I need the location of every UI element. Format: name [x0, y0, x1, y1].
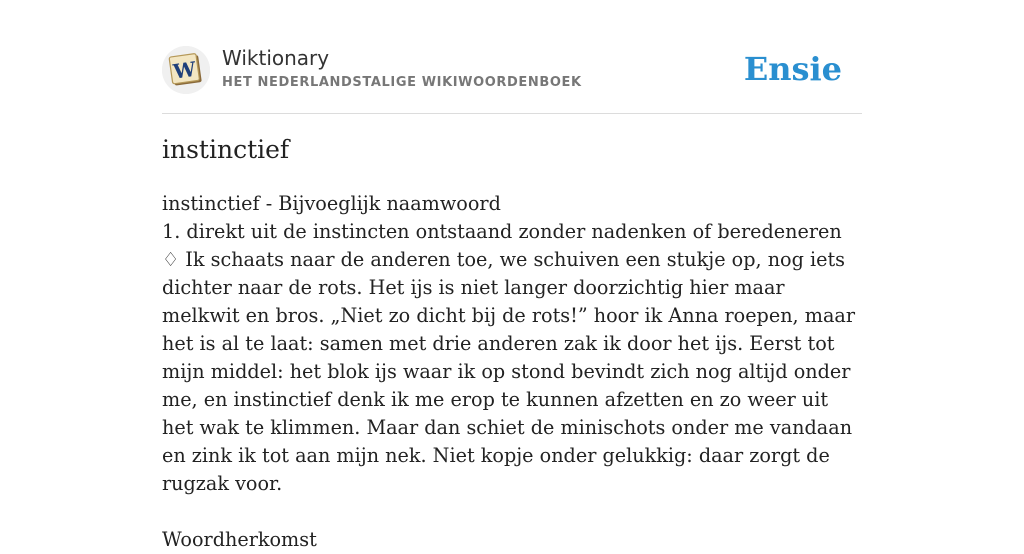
wiktionary-logo-graphic	[162, 46, 210, 94]
page-container	[162, 0, 862, 551]
page-title: instinctief	[162, 135, 290, 164]
entry-content	[162, 190, 862, 554]
site-title[interactable]: Wiktionary	[222, 46, 330, 70]
example-sentence: ♢ Ik schaats naar de anderen toe, we schuiven een stukje op, nog iets dichter naar de rots. Het ijs is niet langer doorzichtig hier maar melkwit en bros. „Niet zo dicht bij de rots!” hoor ik Anna roepen, maar het is al te laat: samen met drie anderen zak ik door het ijs. Eerst tot mijn middel: het blok ijs waar ik op stond bevindt zich nog altijd onder me, en instinctief denk ik me erop te kunnen afzetten en zo weer uit het wak te klimmen. Maar dan schiet de minischots onder me vandaan en zink ik tot aan mijn nek. Niet kopje onder gelukkig: daar zorgt de rugzak voor.	[162, 248, 855, 495]
wiktionary-logo-icon[interactable]	[162, 46, 210, 94]
ensie-brand-link[interactable]: Ensie	[743, 50, 842, 88]
logo-letter: W	[171, 56, 198, 84]
section-spacer	[162, 498, 862, 526]
section-heading-etymology: Woordherkomst	[162, 528, 317, 551]
site-header	[162, 0, 862, 114]
definition: 1. direkt uit de instincten ontstaand zonder nadenken of beredeneren	[162, 220, 842, 243]
part-of-speech-line: instinctief - Bijvoeglijk naamwoord	[162, 192, 501, 215]
site-subtitle: HET NEDERLANDSTALIGE WIKIWOORDENBOEK	[222, 75, 582, 90]
